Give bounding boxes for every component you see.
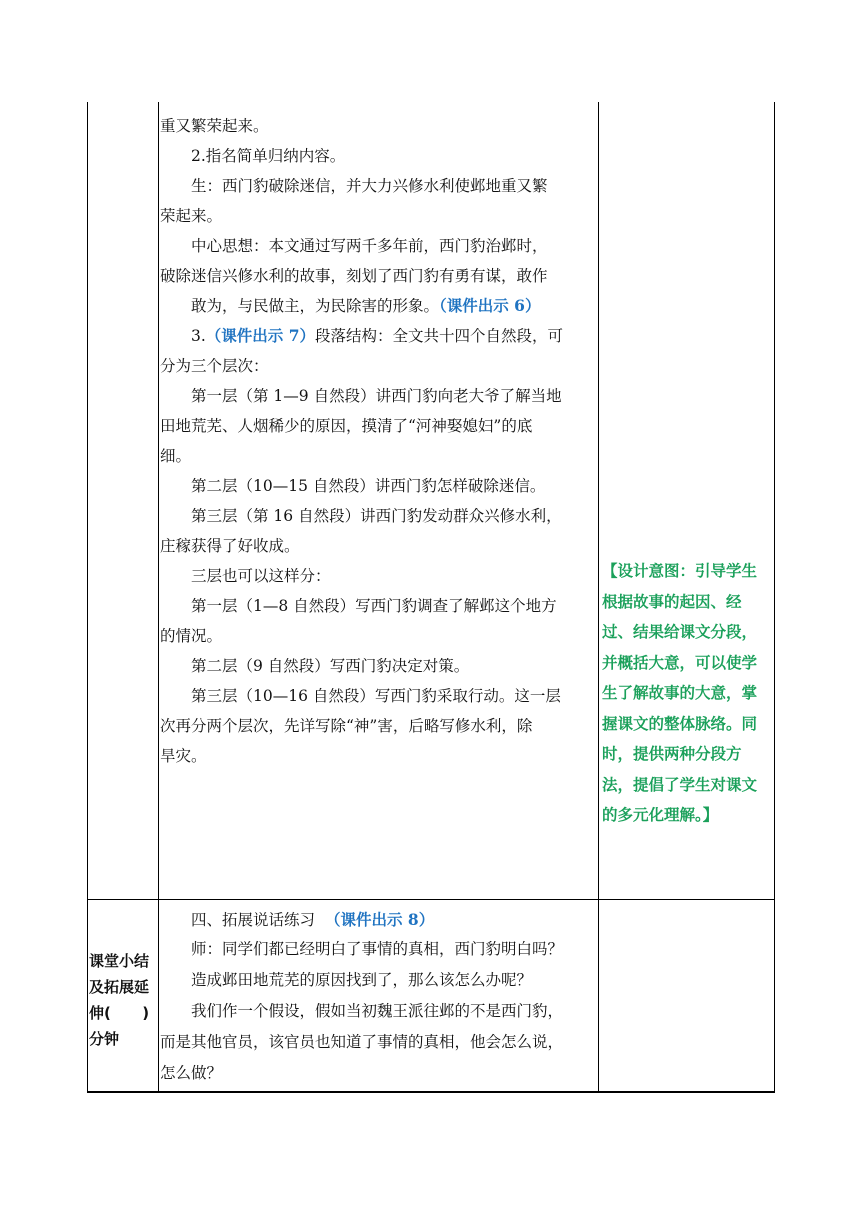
paragraph-line: 第一层（第 1—9 自然段）讲西门豹向老大爷了解当地 (191, 387, 562, 405)
table-divider-note (598, 102, 599, 1092)
structure-intro-line (160, 321, 597, 351)
table-border-bottom (87, 1091, 775, 1093)
section-label-line: 及拓展延 (89, 978, 150, 996)
paragraph-line: 重又繁荣起来。 (160, 117, 269, 135)
section-label-line: 课堂小结 (89, 952, 150, 970)
upper-content-cell (160, 111, 597, 771)
table-row-divider (87, 899, 775, 900)
design-note-line: 并概括大意，可以使学 (602, 652, 758, 672)
paragraph-line: 第二层（9 自然段）写西门豹决定对策。 (191, 657, 470, 675)
paragraph-line: 怎么做？ (160, 1064, 223, 1082)
paragraph-line: 破除迷信兴修水利的故事，刻划了西门豹有勇有谋，敢作 (160, 267, 548, 285)
courseware-ref-8[interactable]: （课件出示 8） (325, 910, 435, 929)
table-border-right (774, 102, 775, 1092)
table-divider-label (158, 102, 159, 1092)
paragraph-line: 次再分两个层次，先详写除“神”害，后略写修水利，除 (160, 717, 533, 735)
paragraph-line: 造成邺田地荒芜的原因找到了，那么该怎么办呢？ (191, 971, 533, 989)
section-label (89, 948, 157, 1052)
paragraph-line: 第二层（10—15 自然段）讲西门豹怎样破除迷信。 (191, 477, 546, 495)
extension-heading (160, 906, 597, 934)
heading-text: 四、拓展说话练习 (191, 911, 316, 929)
paragraph-line: 荣起来。 (160, 207, 223, 225)
text-segment: 敢为，与民做主，为民除害的形象。 (191, 297, 440, 315)
section-label-line: 分钟 (89, 1030, 120, 1048)
paragraph-line: 庄稼获得了好收成。 (160, 537, 300, 555)
paragraph-line: 第三层（第 16 自然段）讲西门豹发动群众兴修水利， (191, 507, 562, 525)
table-border-left (87, 102, 88, 1092)
paragraph-line: 第三层（10—16 自然段）写西门豹采取行动。这一层 (191, 687, 561, 705)
paragraph-line: 我们作一个假设，假如当初魏王派往邺的不是西门豹， (191, 1002, 564, 1020)
paragraph-line: 三层也可以这样分： (191, 567, 331, 585)
text-segment: 段落结构：全文共十四个自然段，可 (314, 327, 563, 345)
paragraph-line: 田地荒芜、人烟稀少的原因，摸清了“河神娶媳妇”的底 (160, 417, 533, 435)
design-note-line: 根据故事的起因、经 (602, 591, 742, 611)
courseware-ref-6[interactable]: （课件出示 6） (439, 296, 541, 315)
paragraph-line: 2.指名简单归纳内容。 (191, 147, 346, 165)
design-note-line: 生了解故事的大意，掌 (602, 683, 758, 702)
section-label-line: 伸( ) (89, 1004, 150, 1022)
paragraph-line: 旱灾。 (160, 747, 207, 765)
paragraph-line: 第一层（1—8 自然段）写西门豹调查了解邺这个地方 (191, 597, 557, 615)
design-intent-note (602, 556, 774, 831)
design-note-line: 法，提倡了学生对课文 (602, 774, 758, 794)
paragraph-line: 生：西门豹破除迷信，并大力兴修水利使邺地重又繁 (191, 177, 548, 195)
design-note-line: 过、结果给课文分段， (602, 622, 758, 641)
paragraph-line: 师：同学们都已经明白了事情的真相，西门豹明白吗？ (191, 940, 564, 958)
lower-content-cell (160, 906, 597, 1089)
design-note-line: 握课文的整体脉络。同 (602, 713, 758, 733)
design-note-line: 【设计意图：引导学生 (602, 561, 758, 580)
central-idea-line-end (160, 291, 597, 321)
paragraph-line: 而是其他官员，该官员也知道了事情的真相，他会怎么说， (160, 1033, 564, 1051)
courseware-ref-7[interactable]: （课件出示 7） (205, 326, 315, 345)
paragraph-line: 细。 (160, 447, 192, 465)
paragraph-line: 中心思想：本文通过写两千多年前，西门豹治邺时， (191, 237, 548, 255)
design-note-line: 的多元化理解。】 (602, 805, 719, 824)
item-number: 3. (191, 327, 206, 345)
paragraph-line: 的情况。 (160, 627, 223, 645)
design-note-line: 时，提供两种分段方 (602, 744, 742, 763)
paragraph-line: 分为三个层次： (160, 357, 269, 375)
